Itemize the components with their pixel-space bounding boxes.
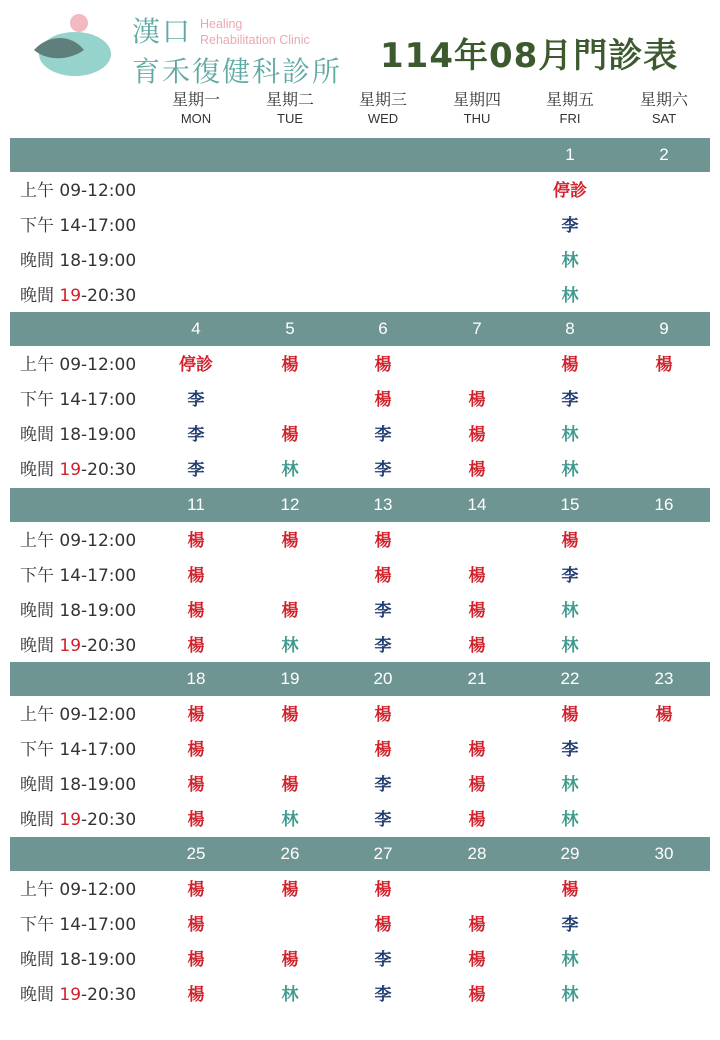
- slot-label-suffix: -20:30: [81, 460, 137, 480]
- date-number: 21: [467, 669, 487, 688]
- weekday-header: [523, 92, 617, 125]
- date-number: 16: [654, 495, 674, 514]
- week-date-bar: [10, 837, 710, 871]
- doctor-cell: 楊: [187, 915, 205, 935]
- time-slot-label: [20, 279, 136, 314]
- weekday-zh: 星期二: [265, 90, 314, 109]
- time-slot-label: [20, 244, 136, 279]
- date-number: 27: [373, 844, 393, 863]
- doctor-cell: 李: [374, 810, 392, 830]
- slot-label-prefix: 晚間: [20, 985, 60, 1005]
- doctor-cell: 李: [374, 460, 392, 480]
- date-number: 19: [280, 669, 300, 688]
- clinic-name-line1: 漢口: [132, 15, 193, 48]
- doctor-cell: 李: [374, 950, 392, 970]
- doctor-cell: 楊: [187, 810, 205, 830]
- clinic-name-line2: 育禾復健科診所: [132, 55, 343, 88]
- doctor-cell: 楊: [468, 810, 486, 830]
- slot-label-suffix: -20:30: [81, 286, 137, 306]
- week-date-bar: [10, 662, 710, 696]
- doctor-cell: 楊: [187, 880, 205, 900]
- weekday-zh: 星期四: [452, 90, 501, 109]
- weekday-zh: 星期六: [639, 90, 688, 109]
- doctor-cell: 楊: [468, 460, 486, 480]
- doctor-cell: 楊: [374, 531, 392, 551]
- weekday-zh: 星期一: [171, 90, 220, 109]
- doctor-cell: 李: [374, 425, 392, 445]
- doctor-cell: 楊: [655, 355, 673, 375]
- time-slot-label: [20, 943, 136, 978]
- time-slot-label: [20, 978, 136, 1013]
- doctor-cell: 楊: [187, 636, 205, 656]
- slot-label-prefix: 上午 09-12:00: [20, 705, 137, 725]
- slot-label-prefix: 下午 14-17:00: [20, 216, 137, 236]
- doctor-cell: 林: [561, 810, 579, 830]
- slot-label-prefix: 晚間 18-19:00: [20, 425, 137, 445]
- slot-label-prefix: 晚間: [20, 810, 60, 830]
- slot-label-prefix: 上午 09-12:00: [20, 880, 137, 900]
- doctor-cell: 楊: [374, 355, 392, 375]
- doctor-cell: 楊: [468, 985, 486, 1005]
- doctor-cell: 楊: [468, 775, 486, 795]
- slot-label-highlight: 19: [59, 636, 82, 656]
- doctor-cell: 楊: [468, 915, 486, 935]
- doctor-cell: 楊: [468, 950, 486, 970]
- doctor-cell: 楊: [281, 601, 299, 621]
- doctor-cell: 停診: [553, 181, 587, 201]
- slot-label-highlight: 19: [59, 286, 82, 306]
- doctor-cell: 林: [561, 251, 579, 271]
- doctor-cell: 林: [281, 810, 299, 830]
- clinic-name-english-line2: Rehabilitation Clinic: [200, 33, 310, 47]
- doctor-cell: 楊: [281, 880, 299, 900]
- slot-label-prefix: 晚間: [20, 460, 60, 480]
- doctor-cell: 楊: [374, 915, 392, 935]
- doctor-cell: 楊: [468, 566, 486, 586]
- doctor-cell: 楊: [468, 390, 486, 410]
- doctor-cell: 楊: [281, 425, 299, 445]
- doctor-cell: 楊: [468, 601, 486, 621]
- time-slot-label: [20, 524, 136, 559]
- slot-label-highlight: 19: [59, 810, 82, 830]
- time-slot-label: [20, 559, 136, 594]
- date-number: 12: [280, 495, 300, 514]
- slot-label-prefix: 晚間: [20, 636, 60, 656]
- doctor-cell: 楊: [281, 355, 299, 375]
- doctor-cell: 李: [187, 460, 205, 480]
- doctor-cell: 停診: [179, 355, 213, 375]
- doctor-cell: 楊: [374, 390, 392, 410]
- weekday-header: [430, 92, 524, 125]
- weekday-zh: 星期五: [545, 90, 594, 109]
- time-slot-label: [20, 629, 136, 664]
- slot-label-prefix: 上午 09-12:00: [20, 355, 137, 375]
- doctor-cell: 楊: [281, 775, 299, 795]
- doctor-cell: 楊: [187, 705, 205, 725]
- week-date-bar: [10, 312, 710, 346]
- doctor-cell: 楊: [561, 355, 579, 375]
- doctor-cell: 楊: [561, 880, 579, 900]
- clinic-logo-icon: [30, 10, 112, 82]
- doctor-cell: 楊: [187, 950, 205, 970]
- doctor-cell: 楊: [374, 880, 392, 900]
- date-number: 15: [560, 495, 580, 514]
- slot-label-prefix: 晚間 18-19:00: [20, 775, 137, 795]
- time-slot-label: [20, 348, 136, 383]
- slot-label-prefix: 下午 14-17:00: [20, 740, 137, 760]
- weekday-en: FRI: [559, 111, 581, 126]
- time-slot-label: [20, 908, 136, 943]
- weekday-en: SAT: [651, 111, 677, 126]
- doctor-cell: 李: [374, 636, 392, 656]
- doctor-cell: 楊: [187, 775, 205, 795]
- doctor-cell: 李: [561, 216, 579, 236]
- time-slot-label: [20, 803, 136, 838]
- slot-label-highlight: 19: [59, 985, 82, 1005]
- time-slot-label: [20, 418, 136, 453]
- doctor-cell: 李: [561, 566, 579, 586]
- slot-label-prefix: 下午 14-17:00: [20, 566, 137, 586]
- weekday-en: WED: [367, 111, 399, 126]
- weekday-en: THU: [463, 111, 491, 126]
- time-slot-label: [20, 873, 136, 908]
- doctor-cell: 楊: [281, 950, 299, 970]
- doctor-cell: 林: [561, 425, 579, 445]
- page-title: 114年08月門診表: [380, 36, 679, 76]
- weekday-en: TUE: [277, 111, 303, 126]
- doctor-cell: 李: [187, 390, 205, 410]
- doctor-cell: 楊: [655, 705, 673, 725]
- doctor-cell: 楊: [374, 705, 392, 725]
- doctor-cell: 林: [561, 460, 579, 480]
- time-slot-label: [20, 453, 136, 488]
- doctor-cell: 楊: [374, 566, 392, 586]
- time-slot-label: [20, 209, 136, 244]
- date-number: 7: [472, 319, 482, 338]
- date-number: 8: [565, 319, 575, 338]
- weekday-header: [617, 92, 711, 125]
- time-slot-label: [20, 698, 136, 733]
- doctor-cell: 李: [374, 601, 392, 621]
- time-slot-label: [20, 174, 136, 209]
- doctor-cell: 李: [187, 425, 205, 445]
- slot-label-suffix: -20:30: [81, 985, 137, 1005]
- doctor-cell: 楊: [374, 740, 392, 760]
- doctor-cell: 林: [281, 985, 299, 1005]
- slot-label-highlight: 19: [59, 460, 82, 480]
- date-number: 20: [373, 669, 393, 688]
- date-number: 29: [560, 844, 580, 863]
- doctor-cell: 林: [281, 460, 299, 480]
- doctor-cell: 林: [561, 286, 579, 306]
- slot-label-prefix: 晚間 18-19:00: [20, 950, 137, 970]
- date-number: 25: [186, 844, 206, 863]
- doctor-cell: 李: [374, 775, 392, 795]
- time-slot-label: [20, 768, 136, 803]
- slot-label-prefix: 下午 14-17:00: [20, 390, 137, 410]
- doctor-cell: 楊: [468, 425, 486, 445]
- slot-label-prefix: 晚間 18-19:00: [20, 601, 137, 621]
- header: [0, 0, 720, 90]
- slot-label-suffix: -20:30: [81, 636, 137, 656]
- date-number: 1: [565, 145, 575, 164]
- date-number: 30: [654, 844, 674, 863]
- weekday-en: MON: [180, 111, 212, 126]
- slot-label-prefix: 上午 09-12:00: [20, 181, 137, 201]
- time-slot-label: [20, 733, 136, 768]
- week-date-bar: [10, 488, 710, 522]
- date-number: 28: [467, 844, 487, 863]
- doctor-cell: 楊: [187, 740, 205, 760]
- date-number: 4: [191, 319, 201, 338]
- doctor-cell: 楊: [281, 531, 299, 551]
- weekday-header: [149, 92, 243, 125]
- doctor-cell: 楊: [468, 636, 486, 656]
- slot-label-prefix: 下午 14-17:00: [20, 915, 137, 935]
- doctor-cell: 林: [561, 636, 579, 656]
- date-number: 2: [659, 145, 669, 164]
- clinic-name-english-line1: Healing: [200, 17, 243, 31]
- date-number: 23: [654, 669, 674, 688]
- slot-label-prefix: 晚間 18-19:00: [20, 251, 137, 271]
- doctor-cell: 林: [561, 775, 579, 795]
- slot-label-prefix: 晚間: [20, 286, 60, 306]
- date-number: 11: [187, 495, 205, 514]
- date-number: 18: [186, 669, 206, 688]
- date-number: 6: [378, 319, 388, 338]
- weekday-header: [243, 92, 337, 125]
- doctor-cell: 楊: [187, 985, 205, 1005]
- doctor-cell: 楊: [468, 740, 486, 760]
- doctor-cell: 李: [561, 915, 579, 935]
- weekday-zh: 星期三: [358, 90, 407, 109]
- weekday-header: [336, 92, 430, 125]
- time-slot-label: [20, 594, 136, 629]
- doctor-cell: 楊: [187, 601, 205, 621]
- doctor-cell: 李: [561, 740, 579, 760]
- date-number: 5: [285, 319, 295, 338]
- date-number: 26: [280, 844, 300, 863]
- date-number: 13: [373, 495, 393, 514]
- doctor-cell: 林: [281, 636, 299, 656]
- date-number: 9: [659, 319, 669, 338]
- time-slot-label: [20, 383, 136, 418]
- slot-label-suffix: -20:30: [81, 810, 137, 830]
- doctor-cell: 李: [374, 985, 392, 1005]
- doctor-cell: 林: [561, 950, 579, 970]
- doctor-cell: 楊: [561, 531, 579, 551]
- doctor-cell: 楊: [187, 566, 205, 586]
- doctor-cell: 楊: [281, 705, 299, 725]
- date-number: 22: [560, 669, 580, 688]
- doctor-cell: 林: [561, 601, 579, 621]
- doctor-cell: 楊: [187, 531, 205, 551]
- clinic-name-english: [200, 16, 310, 48]
- date-number: 14: [467, 495, 487, 514]
- doctor-cell: 楊: [561, 705, 579, 725]
- doctor-cell: 李: [561, 390, 579, 410]
- slot-label-prefix: 上午 09-12:00: [20, 531, 137, 551]
- week-date-bar: [10, 138, 710, 172]
- doctor-cell: 林: [561, 985, 579, 1005]
